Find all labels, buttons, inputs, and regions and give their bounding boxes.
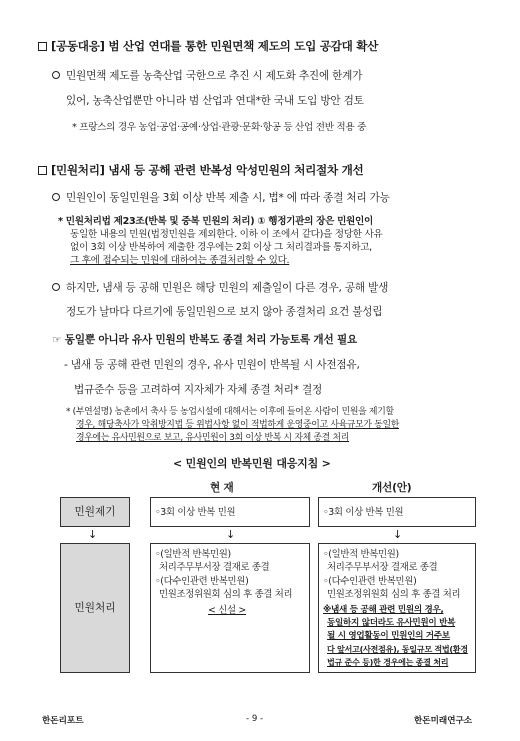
row-label-filing: 민원제기	[60, 497, 130, 527]
dash-line1: - 냄새 등 공해 관련 민원의 경우, 유사 민원이 반복될 시 사전점유,	[64, 359, 360, 371]
dash-line2: 법규준수 등을 고려하여 지자체가 자체 종결 처리* 결정	[74, 384, 323, 396]
section2-bullet1: 민원인이 동일민원을 3회 이상 반복 제출 시, 법* 에 따라 종결 처리 가능	[52, 190, 390, 205]
improved-filing-box: ◦3회 이상 반복 민원	[318, 497, 476, 527]
row-label-processing: 민원처리	[60, 543, 130, 673]
section2-heading: [민원처리] 냄새 등 공해 관련 반복성 악성민원의 처리절차 개선	[38, 162, 363, 178]
circle-bullet-icon	[52, 193, 60, 201]
section1-note: * 프랑스의 경우 농업·공업·공예·상업·관광·문화·항공 등 산업 전반 적용 중	[72, 122, 367, 133]
supplement-note-line3: 경우에는 유사민원으로 보고, 유사민원이 3회 이상 반복 시 자체 종결 처리	[76, 433, 350, 443]
section2-bullet2-line2: 정도가 날마다 다르기에 동일민원으로 보지 않아 종결처리 요건 불성립	[66, 306, 383, 318]
column-current: 현 재	[210, 482, 234, 494]
law-line2: 동일한 내용의 민원(법정민원을 제외한다. 이하 이 조에서 같다)을 정당한 사유	[70, 229, 383, 240]
diagram-title: < 민원인의 반복민원 대응지침 >	[173, 457, 331, 470]
improved-processing-box: ◦(일반적 반복민원) 처리주무부서장 결재로 종결 ◦(다수인관련 반복민원) 민원조정위원회 심의 후 종결 처리 ※냄새 등 공해 관련 민원의 경우, 동일하지 않더라도 유사민원이 반복 될 시 영업활동이 민원인의 거주보 다 앞서고(사전점유), 동일규모 적법(환경 법규 준수 등)한 경우에는 종결 처리	[318, 543, 476, 673]
improvement-arrow-line: ☞ 동일뿐 아니라 유사 민원의 반복도 종결 처리 가능토록 개선 필요	[52, 334, 358, 346]
law-line3: 없이 3회 이상 반복하여 제출한 경우에는 2회 이상 그 처리결과를 통지하고,	[70, 242, 372, 253]
checkbox-square-icon	[38, 166, 47, 175]
checkbox-square-icon	[38, 42, 47, 51]
down-arrow-icon: ↓	[88, 528, 98, 541]
section2-bullet2-line1: 하지만, 냄새 등 공해 민원은 해당 민원의 제출일이 다른 경우, 공해 발생	[52, 280, 388, 295]
law-line4: 그 후에 접수되는 민원에 대하여는 종결처리할 수 있다.	[70, 255, 290, 266]
section1-bullet-line1: 민원면책 제도를 농축산업 국한으로 추진 시 제도화 추진에 한계가	[52, 68, 362, 83]
circle-bullet-icon	[52, 71, 60, 79]
page-number: - 9 -	[246, 714, 264, 724]
down-arrow-icon: ↓	[226, 528, 236, 541]
supplement-note-line2: 경우, 해당축사가 악취방지법 등 위법사항 없이 적법하게 운영중이고 사육규모가 동일한	[76, 420, 400, 430]
circle-bullet-icon	[52, 283, 60, 291]
section1-bullet-line2: 있어, 농축산업뿐만 아니라 범 산업과 연대*한 국내 도입 방안 검토	[66, 95, 364, 107]
section1-heading: [공동대응] 범 산업 연대를 통한 민원면책 제도의 도입 공감대 확산	[38, 38, 378, 54]
supplement-note-line1: * (부연설명) 농촌에서 축사 등 농업시설에 대해서는 이후에 들어온 사람이 민원을 제기할	[66, 407, 394, 417]
footer-right: 한돈미래연구소	[414, 716, 473, 726]
law-line1: * 민원처리법 제23조(반복 및 중복 민원의 처리) ① 행정기관의 장은 민원인이	[58, 216, 373, 227]
current-filing-box: ◦3회 이상 반복 민원	[150, 497, 310, 527]
column-improved: 개선(안)	[372, 482, 412, 494]
down-arrow-icon: ↓	[393, 528, 403, 541]
footer-left: 한돈리포트	[42, 716, 84, 726]
current-processing-box: ◦(일반적 반복민원) 처리주무부서장 결재로 종결 ◦(다수인관련 반복민원) 민원조정위원회 심의 후 종결 처리 < 신설 >	[150, 543, 310, 673]
